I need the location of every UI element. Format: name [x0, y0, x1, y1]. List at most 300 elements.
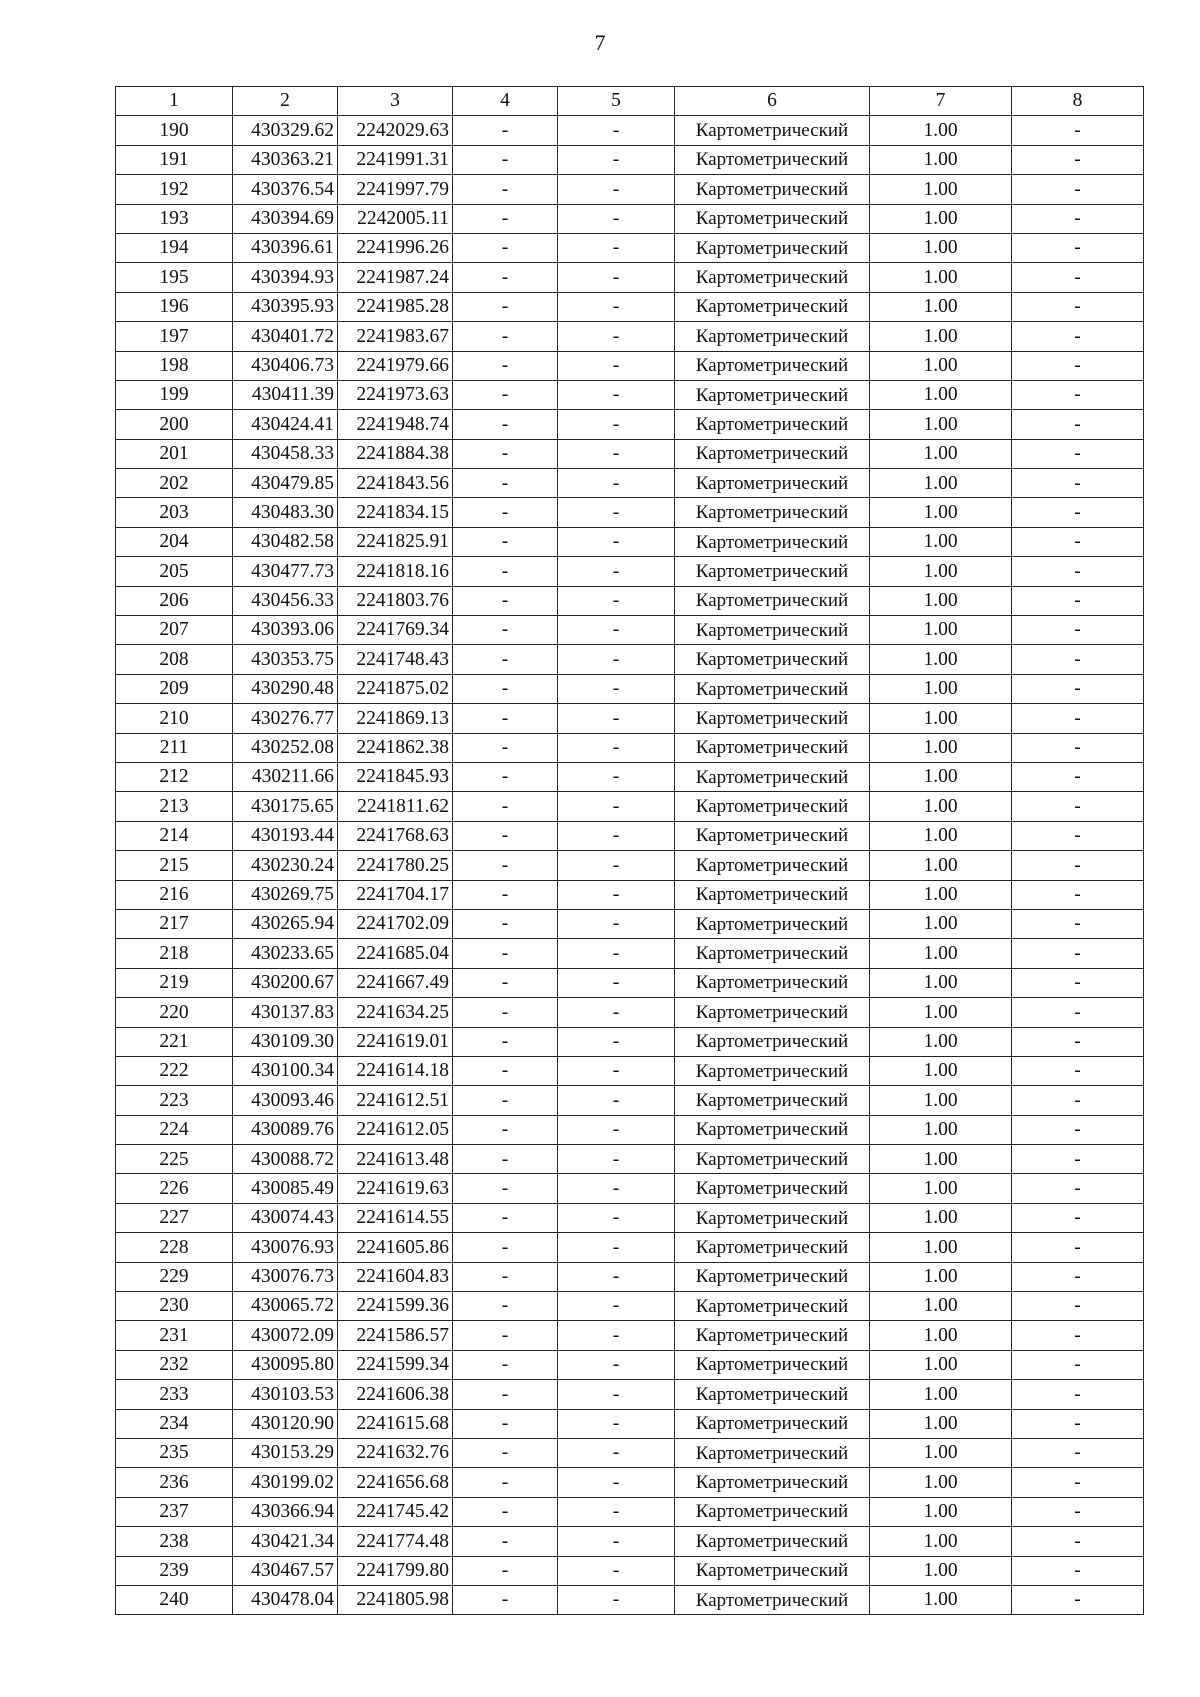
column-8-cell: -: [1012, 1027, 1144, 1056]
x-coordinate-cell: 430200.67: [233, 968, 338, 997]
accuracy-cell: 1.00: [870, 762, 1012, 791]
column-4-cell: -: [453, 175, 558, 204]
x-coordinate-cell: 430211.66: [233, 762, 338, 791]
table-row: [116, 116, 1144, 145]
x-coordinate-cell: 430456.33: [233, 586, 338, 615]
accuracy-cell: 1.00: [870, 909, 1012, 938]
point-number-cell: 227: [116, 1203, 233, 1232]
column-8-cell: -: [1012, 998, 1144, 1027]
accuracy-cell: 1.00: [870, 498, 1012, 527]
column-5-cell: -: [558, 263, 675, 292]
point-number-cell: 209: [116, 674, 233, 703]
x-coordinate-cell: 430477.73: [233, 557, 338, 586]
y-coordinate-cell: 2241704.17: [338, 880, 453, 909]
column-8-cell: -: [1012, 380, 1144, 409]
column-8-cell: -: [1012, 1497, 1144, 1526]
column-8-cell: -: [1012, 145, 1144, 174]
y-coordinate-cell: 2241996.26: [338, 233, 453, 262]
x-coordinate-cell: 430085.49: [233, 1174, 338, 1203]
table-row: [116, 557, 1144, 586]
column-8-cell: -: [1012, 1409, 1144, 1438]
table-row: [116, 322, 1144, 351]
column-4-cell: -: [453, 527, 558, 556]
table-row: [116, 880, 1144, 909]
point-number-cell: 213: [116, 792, 233, 821]
column-5-cell: -: [558, 498, 675, 527]
accuracy-cell: 1.00: [870, 821, 1012, 850]
column-8-cell: -: [1012, 1233, 1144, 1262]
coordinates-table: [115, 86, 1144, 1615]
column-5-cell: -: [558, 1174, 675, 1203]
accuracy-cell: 1.00: [870, 1174, 1012, 1203]
column-4-cell: -: [453, 674, 558, 703]
point-number-cell: 215: [116, 851, 233, 880]
x-coordinate-cell: 430478.04: [233, 1585, 338, 1614]
y-coordinate-cell: 2241818.16: [338, 557, 453, 586]
table-row: [116, 1056, 1144, 1085]
column-8-cell: -: [1012, 586, 1144, 615]
y-coordinate-cell: 2241780.25: [338, 851, 453, 880]
accuracy-cell: 1.00: [870, 733, 1012, 762]
column-8-cell: -: [1012, 1203, 1144, 1232]
accuracy-cell: 1.00: [870, 880, 1012, 909]
column-4-cell: -: [453, 1350, 558, 1379]
method-cell: Картометрический: [675, 762, 870, 791]
method-cell: Картометрический: [675, 1409, 870, 1438]
point-number-cell: 231: [116, 1321, 233, 1350]
column-5-cell: -: [558, 116, 675, 145]
x-coordinate-cell: 430233.65: [233, 939, 338, 968]
method-cell: Картометрический: [675, 469, 870, 498]
point-number-cell: 237: [116, 1497, 233, 1526]
x-coordinate-cell: 430395.93: [233, 292, 338, 321]
column-8-cell: -: [1012, 1468, 1144, 1497]
column-5-cell: -: [558, 175, 675, 204]
table-row: [116, 645, 1144, 674]
column-4-cell: -: [453, 380, 558, 409]
column-8-cell: -: [1012, 968, 1144, 997]
table-body: [116, 116, 1144, 1615]
point-number-cell: 201: [116, 439, 233, 468]
column-4-cell: -: [453, 116, 558, 145]
column-5-cell: -: [558, 380, 675, 409]
column-5-cell: -: [558, 322, 675, 351]
accuracy-cell: 1.00: [870, 1380, 1012, 1409]
accuracy-cell: 1.00: [870, 1145, 1012, 1174]
y-coordinate-cell: 2241973.63: [338, 380, 453, 409]
method-cell: Картометрический: [675, 1380, 870, 1409]
column-8-cell: -: [1012, 263, 1144, 292]
y-coordinate-cell: 2241985.28: [338, 292, 453, 321]
column-4-cell: -: [453, 1056, 558, 1085]
y-coordinate-cell: 2241991.31: [338, 145, 453, 174]
column-4-cell: -: [453, 968, 558, 997]
column-8-cell: -: [1012, 322, 1144, 351]
point-number-cell: 195: [116, 263, 233, 292]
table-row: [116, 380, 1144, 409]
column-5-cell: -: [558, 909, 675, 938]
y-coordinate-cell: 2241599.34: [338, 1350, 453, 1379]
accuracy-cell: 1.00: [870, 1527, 1012, 1556]
column-4-cell: -: [453, 1262, 558, 1291]
column-4-cell: -: [453, 1086, 558, 1115]
point-number-cell: 211: [116, 733, 233, 762]
x-coordinate-cell: 430482.58: [233, 527, 338, 556]
accuracy-cell: 1.00: [870, 1233, 1012, 1262]
column-4-cell: -: [453, 469, 558, 498]
accuracy-cell: 1.00: [870, 204, 1012, 233]
table-row: [116, 1497, 1144, 1526]
x-coordinate-cell: 430095.80: [233, 1350, 338, 1379]
method-cell: Картометрический: [675, 586, 870, 615]
table-row: [116, 762, 1144, 791]
accuracy-cell: 1.00: [870, 1585, 1012, 1614]
accuracy-cell: 1.00: [870, 645, 1012, 674]
y-coordinate-cell: 2241805.98: [338, 1585, 453, 1614]
column-5-cell: -: [558, 204, 675, 233]
column-header: 2: [233, 87, 338, 116]
column-5-cell: -: [558, 233, 675, 262]
y-coordinate-cell: 2241745.42: [338, 1497, 453, 1526]
method-cell: Картометрический: [675, 880, 870, 909]
column-4-cell: -: [453, 1115, 558, 1144]
point-number-cell: 190: [116, 116, 233, 145]
column-8-cell: -: [1012, 1350, 1144, 1379]
method-cell: Картометрический: [675, 410, 870, 439]
point-number-cell: 214: [116, 821, 233, 850]
y-coordinate-cell: 2241769.34: [338, 616, 453, 645]
y-coordinate-cell: 2241803.76: [338, 586, 453, 615]
header-row: [116, 87, 1144, 116]
column-8-cell: -: [1012, 233, 1144, 262]
x-coordinate-cell: 430401.72: [233, 322, 338, 351]
column-4-cell: -: [453, 410, 558, 439]
method-cell: Картометрический: [675, 1468, 870, 1497]
column-8-cell: -: [1012, 762, 1144, 791]
column-5-cell: -: [558, 527, 675, 556]
method-cell: Картометрический: [675, 1233, 870, 1262]
accuracy-cell: 1.00: [870, 145, 1012, 174]
y-coordinate-cell: 2241987.24: [338, 263, 453, 292]
point-number-cell: 235: [116, 1438, 233, 1467]
method-cell: Картометрический: [675, 674, 870, 703]
column-8-cell: -: [1012, 1056, 1144, 1085]
column-5-cell: -: [558, 939, 675, 968]
x-coordinate-cell: 430394.93: [233, 263, 338, 292]
column-8-cell: -: [1012, 527, 1144, 556]
column-5-cell: -: [558, 880, 675, 909]
column-8-cell: -: [1012, 557, 1144, 586]
y-coordinate-cell: 2241605.86: [338, 1233, 453, 1262]
column-4-cell: -: [453, 1497, 558, 1526]
x-coordinate-cell: 430137.83: [233, 998, 338, 1027]
x-coordinate-cell: 430088.72: [233, 1145, 338, 1174]
table-row: [116, 704, 1144, 733]
column-5-cell: -: [558, 1056, 675, 1085]
method-cell: Картометрический: [675, 116, 870, 145]
accuracy-cell: 1.00: [870, 1027, 1012, 1056]
column-4-cell: -: [453, 1233, 558, 1262]
column-4-cell: -: [453, 792, 558, 821]
column-8-cell: -: [1012, 851, 1144, 880]
column-8-cell: -: [1012, 1292, 1144, 1321]
x-coordinate-cell: 430411.39: [233, 380, 338, 409]
point-number-cell: 197: [116, 322, 233, 351]
table-row: [116, 998, 1144, 1027]
column-header: 6: [675, 87, 870, 116]
point-number-cell: 219: [116, 968, 233, 997]
method-cell: Картометрический: [675, 909, 870, 938]
accuracy-cell: 1.00: [870, 410, 1012, 439]
column-4-cell: -: [453, 1380, 558, 1409]
y-coordinate-cell: 2241667.49: [338, 968, 453, 997]
column-5-cell: -: [558, 1115, 675, 1144]
accuracy-cell: 1.00: [870, 1321, 1012, 1350]
column-8-cell: -: [1012, 821, 1144, 850]
accuracy-cell: 1.00: [870, 1468, 1012, 1497]
accuracy-cell: 1.00: [870, 527, 1012, 556]
method-cell: Картометрический: [675, 1556, 870, 1585]
method-cell: Картометрический: [675, 998, 870, 1027]
column-8-cell: -: [1012, 674, 1144, 703]
column-4-cell: -: [453, 1409, 558, 1438]
method-cell: Картометрический: [675, 851, 870, 880]
y-coordinate-cell: 2241614.55: [338, 1203, 453, 1232]
y-coordinate-cell: 2241634.25: [338, 998, 453, 1027]
method-cell: Картометрический: [675, 263, 870, 292]
x-coordinate-cell: 430093.46: [233, 1086, 338, 1115]
point-number-cell: 199: [116, 380, 233, 409]
method-cell: Картометрический: [675, 1056, 870, 1085]
column-8-cell: -: [1012, 1585, 1144, 1614]
column-8-cell: -: [1012, 1438, 1144, 1467]
point-number-cell: 230: [116, 1292, 233, 1321]
point-number-cell: 236: [116, 1468, 233, 1497]
point-number-cell: 223: [116, 1086, 233, 1115]
method-cell: Картометрический: [675, 233, 870, 262]
y-coordinate-cell: 2241586.57: [338, 1321, 453, 1350]
table-row: [116, 939, 1144, 968]
column-5-cell: -: [558, 1233, 675, 1262]
x-coordinate-cell: 430396.61: [233, 233, 338, 262]
x-coordinate-cell: 430406.73: [233, 351, 338, 380]
method-cell: Картометрический: [675, 1438, 870, 1467]
table-row: [116, 1321, 1144, 1350]
column-4-cell: -: [453, 557, 558, 586]
method-cell: Картометрический: [675, 204, 870, 233]
x-coordinate-cell: 430074.43: [233, 1203, 338, 1232]
point-number-cell: 229: [116, 1262, 233, 1291]
point-number-cell: 206: [116, 586, 233, 615]
column-5-cell: -: [558, 145, 675, 174]
table-row: [116, 204, 1144, 233]
table-row: [116, 233, 1144, 262]
column-8-cell: -: [1012, 204, 1144, 233]
column-5-cell: -: [558, 410, 675, 439]
x-coordinate-cell: 430479.85: [233, 469, 338, 498]
column-4-cell: -: [453, 616, 558, 645]
accuracy-cell: 1.00: [870, 851, 1012, 880]
y-coordinate-cell: 2241599.36: [338, 1292, 453, 1321]
y-coordinate-cell: 2241632.76: [338, 1438, 453, 1467]
x-coordinate-cell: 430394.69: [233, 204, 338, 233]
column-8-cell: -: [1012, 439, 1144, 468]
y-coordinate-cell: 2241869.13: [338, 704, 453, 733]
accuracy-cell: 1.00: [870, 1497, 1012, 1526]
accuracy-cell: 1.00: [870, 1556, 1012, 1585]
method-cell: Картометрический: [675, 1174, 870, 1203]
method-cell: Картометрический: [675, 1145, 870, 1174]
accuracy-cell: 1.00: [870, 792, 1012, 821]
accuracy-cell: 1.00: [870, 704, 1012, 733]
x-coordinate-cell: 430089.76: [233, 1115, 338, 1144]
method-cell: Картометрический: [675, 1497, 870, 1526]
y-coordinate-cell: 2241979.66: [338, 351, 453, 380]
method-cell: Картометрический: [675, 645, 870, 674]
table-row: [116, 145, 1144, 174]
x-coordinate-cell: 430376.54: [233, 175, 338, 204]
column-5-cell: -: [558, 1409, 675, 1438]
column-8-cell: -: [1012, 1262, 1144, 1291]
x-coordinate-cell: 430421.34: [233, 1527, 338, 1556]
accuracy-cell: 1.00: [870, 116, 1012, 145]
column-4-cell: -: [453, 586, 558, 615]
point-number-cell: 203: [116, 498, 233, 527]
column-header: 1: [116, 87, 233, 116]
point-number-cell: 194: [116, 233, 233, 262]
point-number-cell: 220: [116, 998, 233, 1027]
column-4-cell: -: [453, 233, 558, 262]
column-5-cell: -: [558, 1438, 675, 1467]
method-cell: Картометрический: [675, 939, 870, 968]
accuracy-cell: 1.00: [870, 1086, 1012, 1115]
column-5-cell: -: [558, 1321, 675, 1350]
column-5-cell: -: [558, 1556, 675, 1585]
point-number-cell: 233: [116, 1380, 233, 1409]
column-4-cell: -: [453, 322, 558, 351]
point-number-cell: 198: [116, 351, 233, 380]
accuracy-cell: 1.00: [870, 557, 1012, 586]
x-coordinate-cell: 430366.94: [233, 1497, 338, 1526]
point-number-cell: 192: [116, 175, 233, 204]
column-4-cell: -: [453, 851, 558, 880]
method-cell: Картометрический: [675, 527, 870, 556]
x-coordinate-cell: 430076.73: [233, 1262, 338, 1291]
y-coordinate-cell: 2241875.02: [338, 674, 453, 703]
y-coordinate-cell: 2241612.51: [338, 1086, 453, 1115]
table-row: [116, 1292, 1144, 1321]
point-number-cell: 240: [116, 1585, 233, 1614]
column-4-cell: -: [453, 204, 558, 233]
y-coordinate-cell: 2241843.56: [338, 469, 453, 498]
method-cell: Картометрический: [675, 821, 870, 850]
column-8-cell: -: [1012, 909, 1144, 938]
method-cell: Картометрический: [675, 175, 870, 204]
column-4-cell: -: [453, 909, 558, 938]
x-coordinate-cell: 430483.30: [233, 498, 338, 527]
column-4-cell: -: [453, 1321, 558, 1350]
x-coordinate-cell: 430065.72: [233, 1292, 338, 1321]
point-number-cell: 217: [116, 909, 233, 938]
column-5-cell: -: [558, 1203, 675, 1232]
point-number-cell: 225: [116, 1145, 233, 1174]
table-row: [116, 733, 1144, 762]
y-coordinate-cell: 2241774.48: [338, 1527, 453, 1556]
column-5-cell: -: [558, 1086, 675, 1115]
y-coordinate-cell: 2241619.01: [338, 1027, 453, 1056]
column-5-cell: -: [558, 1350, 675, 1379]
table-row: [116, 616, 1144, 645]
x-coordinate-cell: 430076.93: [233, 1233, 338, 1262]
accuracy-cell: 1.00: [870, 292, 1012, 321]
x-coordinate-cell: 430230.24: [233, 851, 338, 880]
column-5-cell: -: [558, 1527, 675, 1556]
accuracy-cell: 1.00: [870, 175, 1012, 204]
column-5-cell: -: [558, 439, 675, 468]
method-cell: Картометрический: [675, 145, 870, 174]
column-4-cell: -: [453, 1174, 558, 1203]
column-5-cell: -: [558, 586, 675, 615]
method-cell: Картометрический: [675, 1527, 870, 1556]
point-number-cell: 216: [116, 880, 233, 909]
method-cell: Картометрический: [675, 968, 870, 997]
accuracy-cell: 1.00: [870, 998, 1012, 1027]
x-coordinate-cell: 430120.90: [233, 1409, 338, 1438]
column-4-cell: -: [453, 1292, 558, 1321]
table-row: [116, 1086, 1144, 1115]
point-number-cell: 212: [116, 762, 233, 791]
column-4-cell: -: [453, 998, 558, 1027]
accuracy-cell: 1.00: [870, 1438, 1012, 1467]
column-5-cell: -: [558, 821, 675, 850]
table-row: [116, 351, 1144, 380]
table-row: [116, 1468, 1144, 1497]
x-coordinate-cell: 430072.09: [233, 1321, 338, 1350]
method-cell: Картометрический: [675, 704, 870, 733]
column-4-cell: -: [453, 1468, 558, 1497]
column-8-cell: -: [1012, 1115, 1144, 1144]
column-4-cell: -: [453, 145, 558, 174]
x-coordinate-cell: 430103.53: [233, 1380, 338, 1409]
method-cell: Картометрический: [675, 380, 870, 409]
table-row: [116, 792, 1144, 821]
accuracy-cell: 1.00: [870, 439, 1012, 468]
method-cell: Картометрический: [675, 616, 870, 645]
accuracy-cell: 1.00: [870, 351, 1012, 380]
column-8-cell: -: [1012, 1086, 1144, 1115]
column-4-cell: -: [453, 351, 558, 380]
column-8-cell: -: [1012, 1174, 1144, 1203]
column-8-cell: -: [1012, 939, 1144, 968]
column-8-cell: -: [1012, 616, 1144, 645]
table-row: [116, 1262, 1144, 1291]
column-header: 4: [453, 87, 558, 116]
x-coordinate-cell: 430193.44: [233, 821, 338, 850]
y-coordinate-cell: 2241983.67: [338, 322, 453, 351]
point-number-cell: 218: [116, 939, 233, 968]
table-row: [116, 1203, 1144, 1232]
point-number-cell: 234: [116, 1409, 233, 1438]
table-row: [116, 410, 1144, 439]
column-8-cell: -: [1012, 1527, 1144, 1556]
x-coordinate-cell: 430252.08: [233, 733, 338, 762]
column-5-cell: -: [558, 1468, 675, 1497]
accuracy-cell: 1.00: [870, 1203, 1012, 1232]
column-8-cell: -: [1012, 704, 1144, 733]
x-coordinate-cell: 430175.65: [233, 792, 338, 821]
y-coordinate-cell: 2241811.62: [338, 792, 453, 821]
table-row: [116, 1438, 1144, 1467]
